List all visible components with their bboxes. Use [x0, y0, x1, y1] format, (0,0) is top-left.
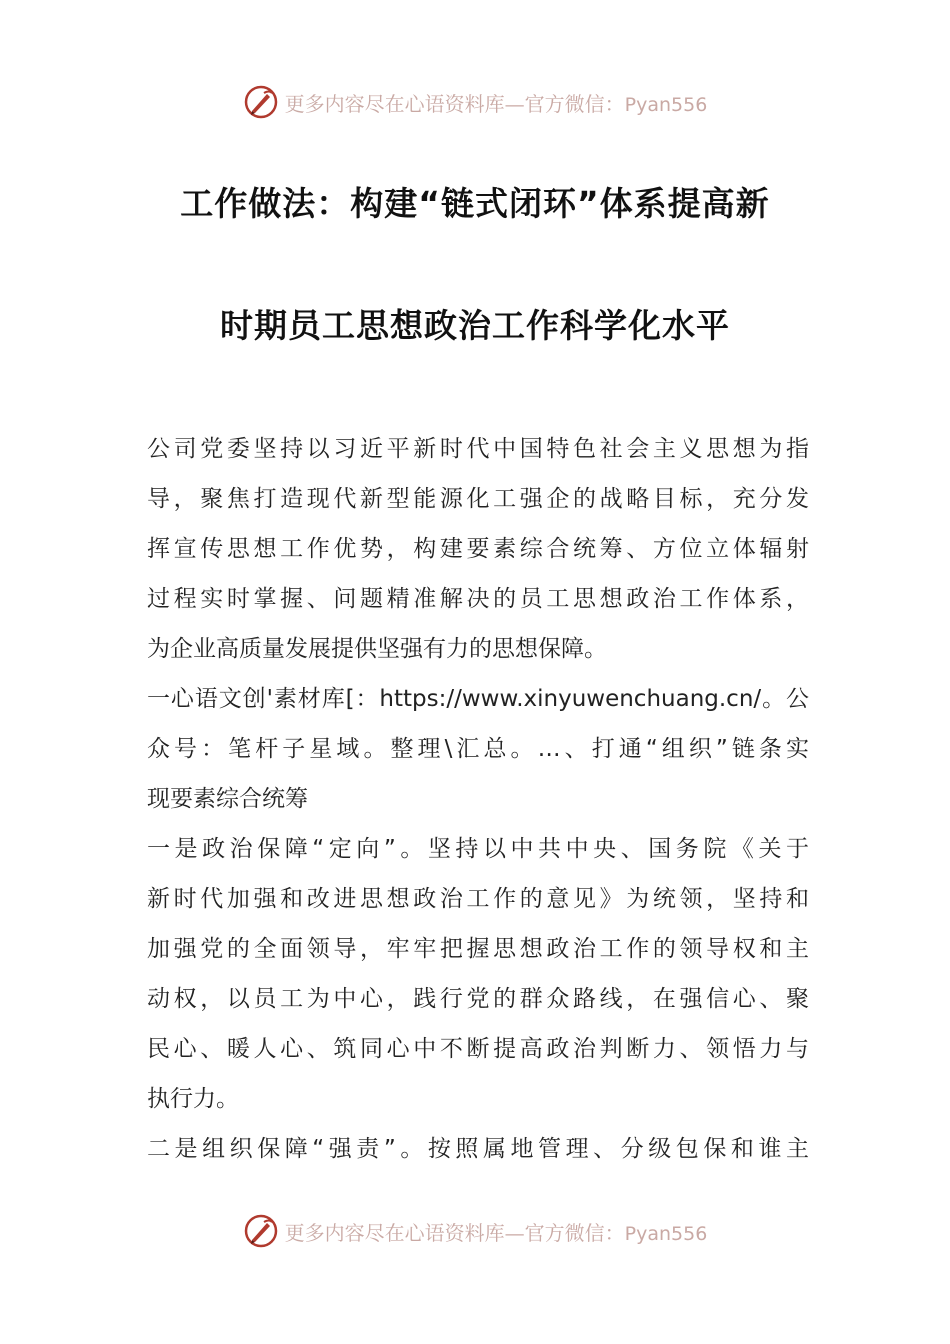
body-line: 公司党委坚持以习近平新时代中国特色社会主义思想为指	[147, 436, 809, 462]
document-title-line-2: 时期员工思想政治工作科学化水平	[220, 306, 730, 345]
document-body	[147, 424, 809, 1174]
document-title-line-1: 工作做法：构建“链式闭环”体系提高新	[180, 184, 770, 223]
body-line: 民心、暖人心、筑同心中不断提高政治判断力、领悟力与	[147, 1036, 809, 1062]
banner-text: 更多内容尽在心语资料库—官方微信：Pyan556	[284, 1220, 708, 1245]
body-line: 二是组织保障“强责”。按照属地管理、分级包保和谁主	[147, 1136, 809, 1162]
pen-logo-icon	[243, 84, 279, 120]
body-line: 一是政治保障“定向”。坚持以中共中央、国务院《关于	[147, 836, 809, 862]
pen-logo-icon	[243, 1213, 279, 1249]
banner-text: 更多内容尽在心语资料库—官方微信：Pyan556	[284, 91, 708, 116]
body-line: 现要素综合统筹	[147, 786, 308, 812]
body-line: 过程实时掌握、问题精准解决的员工思想政治工作体系，	[147, 586, 809, 612]
body-line: 加强党的全面领导，牢牢把握思想政治工作的领导权和主	[147, 936, 809, 962]
header-banner	[0, 82, 950, 122]
body-line: 一心语文创'素材库[：https://www.xinyuwenchuang.cn/。公	[147, 686, 809, 712]
body-line: 新时代加强和改进思想政治工作的意见》为统领，坚持和	[147, 886, 809, 912]
body-line: 动权，以员工为中心，践行党的群众路线，在强信心、聚	[147, 986, 809, 1012]
footer-banner	[0, 1211, 950, 1251]
body-line: 为企业高质量发展提供坚强有力的思想保障。	[147, 636, 607, 662]
body-line: 导，聚焦打造现代新型能源化工强企的战略目标，充分发	[147, 486, 809, 512]
body-line: 挥宣传思想工作优势，构建要素综合统筹、方位立体辐射	[147, 536, 809, 562]
body-line: 执行力。	[147, 1086, 239, 1112]
body-line: 众号：笔杆子星域。整理\汇总。…、打通“组织”链条实	[147, 736, 809, 762]
